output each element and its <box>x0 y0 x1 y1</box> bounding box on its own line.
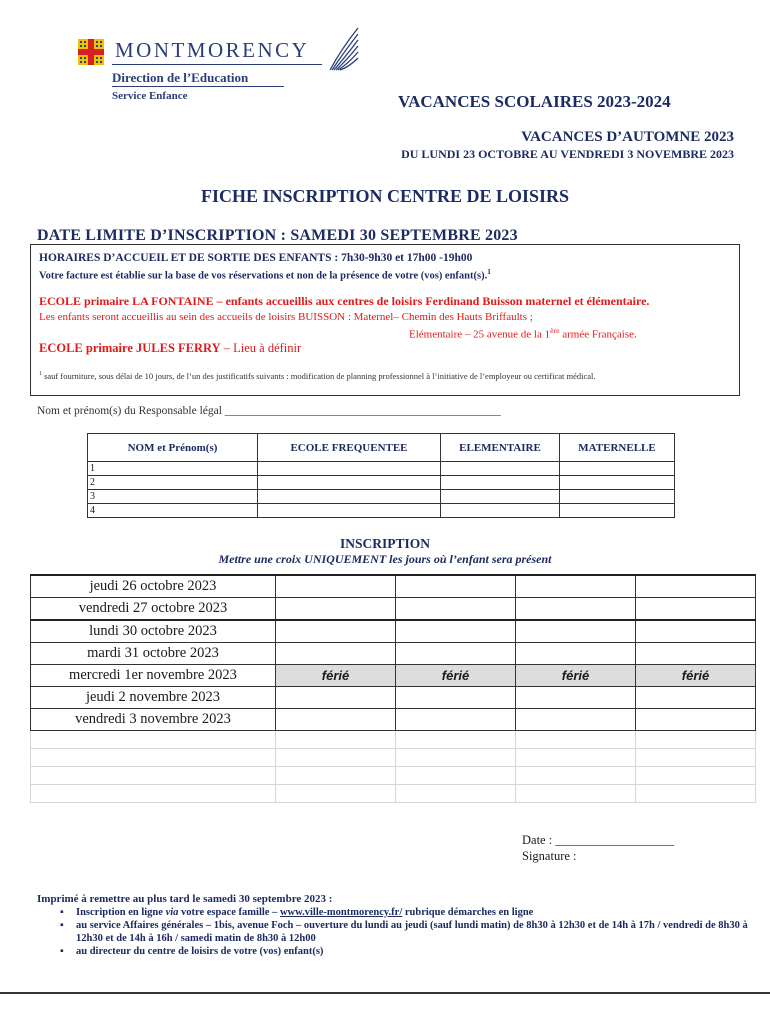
empty-cell <box>636 767 756 785</box>
attendance-cell[interactable] <box>636 643 756 665</box>
coat-of-arms-icon <box>78 39 104 65</box>
deadline-heading: DATE LIMITE D’INSCRIPTION : SAMEDI 30 SEPTEMBRE 2023 <box>37 227 518 244</box>
online-text-3: rubrique démarches en ligne <box>402 907 534 918</box>
fontaine-school-text: ECOLE primaire LA FONTAINE – enfants accueillis aux centres de loisirs Ferdinand Buisson maternel et élémentaire. <box>39 294 650 308</box>
day-label: lundi 30 octobre 2023 <box>31 620 276 643</box>
hours-text: HORAIRES D’ACCUEIL ET DE SORTIE DES ENFANTS : 7h30-9h30 et 17h00 -19h00 <box>39 252 473 264</box>
attendance-cell[interactable] <box>636 709 756 731</box>
list-item <box>60 919 750 945</box>
ferry-location: – Lieu à définir <box>220 341 302 355</box>
online-text-2: votre espace famille – <box>178 907 280 918</box>
return-heading: Imprimé à remettre au plus tard le samedi 30 septembre 2023 : <box>37 893 333 905</box>
attendance-cell[interactable] <box>396 687 516 709</box>
empty-cell <box>516 767 636 785</box>
day-label: mercredi 1er novembre 2023 <box>31 665 276 687</box>
attendance-cell[interactable] <box>636 687 756 709</box>
via-text: via <box>165 907 179 918</box>
automne-dates: DU LUNDI 23 OCTOBRE AU VENDREDI 3 NOVEMBRE 2023 <box>401 147 734 161</box>
website-link[interactable]: www.ville-montmorency.fr/ <box>279 907 403 918</box>
table-row <box>31 643 756 665</box>
day-label: vendredi 27 octobre 2023 <box>31 598 276 621</box>
inscription-subtitle: Mettre une croix UNIQUEMENT les jours où l’enfant sera présent <box>218 552 552 566</box>
children-table <box>87 433 675 518</box>
empty-cell <box>276 749 396 767</box>
bullet-icon: ▪ <box>60 946 64 957</box>
empty-cell <box>636 749 756 767</box>
empty-cell <box>276 767 396 785</box>
child-name-cell[interactable]: 2 <box>88 476 258 490</box>
day-label: jeudi 2 novembre 2023 <box>31 687 276 709</box>
table-row <box>31 665 756 687</box>
attendance-cell[interactable] <box>276 709 396 731</box>
table-row <box>31 687 756 709</box>
attendance-cell[interactable] <box>516 643 636 665</box>
ferie-cell: férié <box>276 665 396 687</box>
service-hours-text: au service Affaires générales – 1bis, avenue Foch – ouverture du lundi au jeudi (sauf lundi matin) de 8h30 à 12h30 et de 14h à 17h / vendredi de 8h30 à 12h30 et de 14h à 16h / samedi matin de 8h30 à 12h00 <box>76 920 748 944</box>
empty-row <box>31 785 756 803</box>
ferry-school-text <box>39 341 301 356</box>
inscription-title: INSCRIPTION <box>339 536 431 551</box>
empty-cell <box>31 785 276 803</box>
invoice-footnote-ref: 1 <box>487 267 491 276</box>
ferie-cell: férié <box>636 665 756 687</box>
empty-cell <box>516 785 636 803</box>
attendance-cell[interactable] <box>276 598 396 621</box>
invoice-text-body: Votre facture est établie sur la base de vos réservations et non de la présence de votre (vos) enfant(s). <box>39 270 488 282</box>
attendance-cell[interactable] <box>396 643 516 665</box>
attendance-cell[interactable] <box>396 709 516 731</box>
logo-name: MONTMORENCY <box>115 38 310 62</box>
attendance-cell[interactable] <box>276 643 396 665</box>
empty-cell <box>31 731 276 749</box>
bottom-divider <box>0 992 770 994</box>
online-text: Inscription en ligne <box>76 907 166 918</box>
empty-cell <box>276 785 396 803</box>
empty-cell <box>516 749 636 767</box>
empty-cell <box>396 749 516 767</box>
attendance-cell[interactable] <box>396 620 516 643</box>
child-name-cell[interactable]: 1 <box>88 462 258 476</box>
attendance-cell[interactable] <box>516 575 636 598</box>
attendance-cell[interactable] <box>636 598 756 621</box>
list-item <box>60 945 750 958</box>
child-maternelle-cell[interactable] <box>560 490 675 504</box>
attendance-table <box>30 574 756 803</box>
ferie-cell: férié <box>516 665 636 687</box>
fontaine-location-text: Les enfants seront accueillis au sein des accueils de loisirs BUISSON : Maternel– Chemin des Hauts Briffaults ; <box>39 311 533 323</box>
day-label: mardi 31 octobre 2023 <box>31 643 276 665</box>
elementaire-address-end: armée Française. <box>559 328 637 341</box>
table-row <box>88 476 675 490</box>
table-row <box>31 709 756 731</box>
bullet-icon: ▪ <box>60 920 64 931</box>
bullet-icon: ▪ <box>60 907 64 918</box>
return-options-list <box>60 906 750 958</box>
col-header-ecole: ECOLE FREQUENTEE <box>258 434 441 462</box>
child-name-cell[interactable]: 3 <box>88 490 258 504</box>
day-label: vendredi 3 novembre 2023 <box>31 709 276 731</box>
child-school-cell[interactable] <box>258 462 441 476</box>
logo <box>78 26 368 116</box>
wing-icon <box>326 26 360 74</box>
fontaine-elementaire-text <box>409 326 637 341</box>
child-name-cell[interactable]: 4 <box>88 504 258 518</box>
child-maternelle-cell[interactable] <box>560 504 675 518</box>
vacances-title: VACANCES SCOLAIRES 2023-2024 <box>398 92 671 111</box>
table-row <box>88 462 675 476</box>
logo-rule <box>112 64 322 65</box>
ordinal-sup: ère <box>550 326 560 335</box>
footnote-number: 1 <box>39 371 42 378</box>
attendance-cell[interactable] <box>636 575 756 598</box>
empty-row <box>31 731 756 749</box>
date-field[interactable]: Date : ___________________ <box>522 833 675 847</box>
col-header-maternelle: MATERNELLE <box>560 434 675 462</box>
ferry-school-name: ECOLE primaire JULES FERRY <box>39 341 221 355</box>
empty-cell <box>636 731 756 749</box>
day-label: jeudi 26 octobre 2023 <box>31 575 276 598</box>
empty-row <box>31 749 756 767</box>
empty-cell <box>396 785 516 803</box>
signature-field[interactable]: Signature : <box>522 849 577 863</box>
elementaire-address: Elémentaire – 25 avenue de la 1 <box>409 328 551 341</box>
attendance-cell[interactable] <box>516 687 636 709</box>
automne-title: VACANCES D’AUTOMNE 2023 <box>521 129 734 145</box>
empty-cell <box>516 731 636 749</box>
child-school-cell[interactable] <box>258 490 441 504</box>
list-item <box>60 906 750 919</box>
attendance-cell[interactable] <box>396 598 516 621</box>
responsable-field[interactable]: Nom et prénom(s) du Responsable légal ________________________________________________ <box>37 405 501 417</box>
logo-direction-underline <box>112 86 284 87</box>
footnote-body: sauf fourniture, sous délai de 10 jours, de l’un des justificatifs suivants : modification de planning professionnel à l’initiative de l’employeur ou certificat médical. <box>41 371 596 381</box>
child-school-cell[interactable] <box>258 504 441 518</box>
empty-cell <box>636 785 756 803</box>
ferie-cell: férié <box>396 665 516 687</box>
table-row <box>31 575 756 598</box>
attendance-cell[interactable] <box>396 575 516 598</box>
empty-cell <box>31 749 276 767</box>
logo-service: Service Enfance <box>112 90 188 102</box>
table-row <box>88 504 675 518</box>
empty-row <box>31 767 756 785</box>
empty-cell <box>396 731 516 749</box>
attendance-cell[interactable] <box>276 687 396 709</box>
attendance-cell[interactable] <box>276 575 396 598</box>
info-box <box>30 244 740 396</box>
child-school-cell[interactable] <box>258 476 441 490</box>
child-elementaire-cell[interactable] <box>441 476 560 490</box>
empty-cell <box>276 731 396 749</box>
col-header-nom: NOM et Prénom(s) <box>88 434 258 462</box>
table-row <box>31 598 756 621</box>
col-header-elementaire: ELEMENTAIRE <box>441 434 560 462</box>
child-maternelle-cell[interactable] <box>560 476 675 490</box>
fiche-title: FICHE INSCRIPTION CENTRE DE LOISIRS <box>200 186 570 206</box>
child-elementaire-cell[interactable] <box>441 504 560 518</box>
attendance-cell[interactable] <box>636 620 756 643</box>
attendance-cell[interactable] <box>516 620 636 643</box>
empty-cell <box>396 767 516 785</box>
footnote-text <box>39 371 596 381</box>
child-elementaire-cell[interactable] <box>441 462 560 476</box>
child-elementaire-cell[interactable] <box>441 490 560 504</box>
attendance-cell[interactable] <box>516 709 636 731</box>
attendance-cell[interactable] <box>516 598 636 621</box>
table-row <box>88 490 675 504</box>
logo-direction: Direction de l’Education <box>112 70 249 85</box>
invoice-text <box>39 267 491 282</box>
child-maternelle-cell[interactable] <box>560 462 675 476</box>
attendance-cell[interactable] <box>276 620 396 643</box>
director-text: au directeur du centre de loisirs de votre (vos) enfant(s) <box>76 946 324 957</box>
table-row <box>31 620 756 643</box>
empty-cell <box>31 767 276 785</box>
